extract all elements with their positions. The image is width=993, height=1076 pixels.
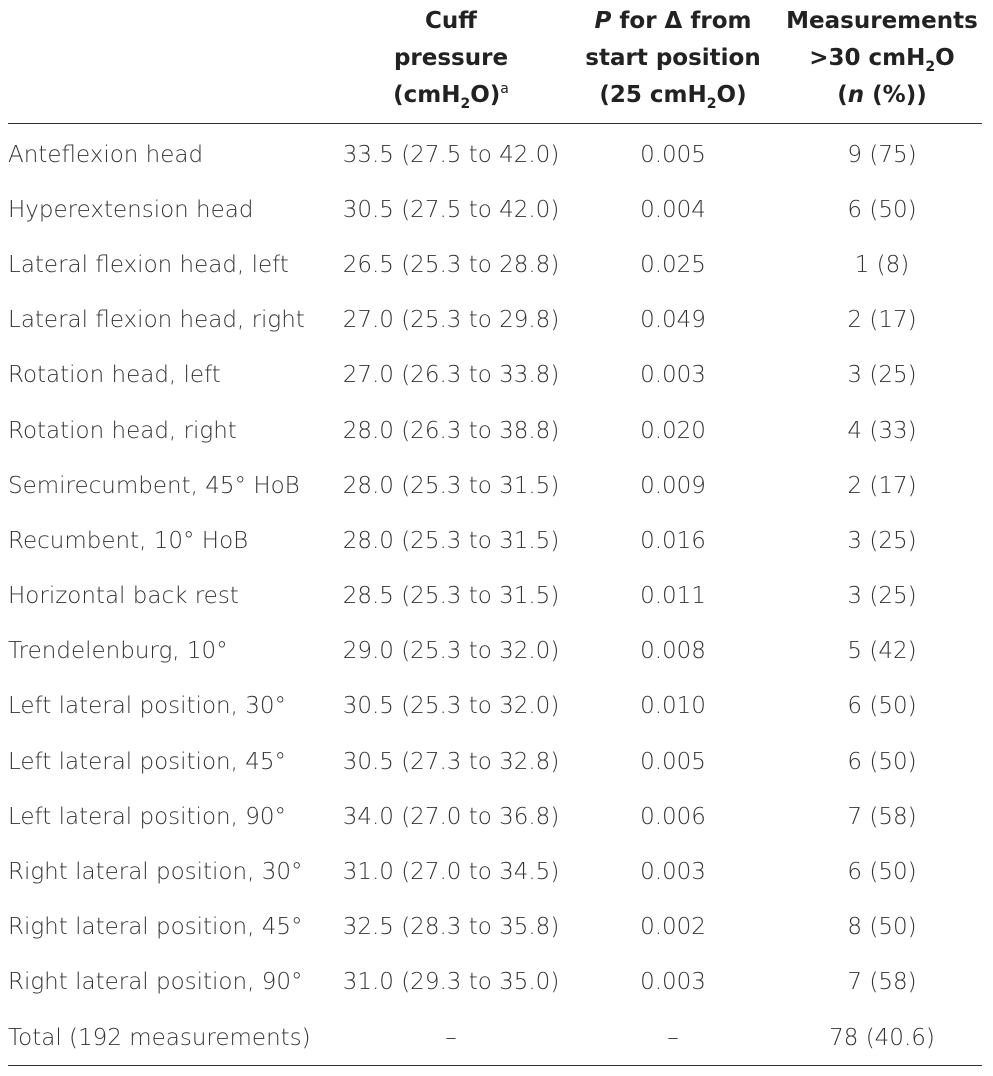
cell-p-value: 0.003 [640,362,706,389]
header-cuff-line3: $(cmH_2O)^a$ [393,81,509,112]
cell-measurements: 7 (58) [847,969,917,996]
row-label: Anteflexion head [8,141,204,168]
cell-p-value: 0.006 [640,803,706,830]
cell-cuff-pressure: 28.5 (25.3 to 31.5) [342,583,560,610]
results-table-container [8,0,982,1066]
cell-cuff-pressure: 30.5 (25.3 to 32.0) [342,693,560,720]
cell-cuff-pressure: 28.0 (26.3 to 38.8) [342,417,560,444]
header-meas-line1: Measurements [786,8,978,34]
cell-p-value: 0.002 [640,914,706,941]
header-p-line3: (25 cmH$_2$O) [599,82,747,112]
row-label: Horizontal back rest [8,583,239,610]
cell-cuff-pressure: 26.5 (25.3 to 28.8) [342,251,560,278]
cell-p-value: 0.003 [640,969,706,996]
table-row [8,403,982,458]
cell-cuff-pressure: 29.0 (25.3 to 32.0) [342,638,560,665]
cell-measurements: 8 (50) [847,914,917,941]
row-label: Left lateral position, 45° [8,748,286,775]
cell-p-value: 0.025 [640,251,706,278]
cell-measurements: 5 (42) [847,638,917,665]
row-label: Recumbent, 10° HoB [8,527,249,554]
header-cuff-pressure [338,0,564,124]
cell-measurements: 7 (58) [847,803,917,830]
row-label: Lateral flexion head, right [8,307,305,334]
cell-p-value: 0.008 [640,638,706,665]
row-label: Left lateral position, 90° [8,803,286,830]
cell-cuff-pressure: 32.5 (28.3 to 35.8) [342,914,560,941]
table-row [8,679,982,734]
row-label: Right lateral position, 45° [8,914,303,941]
cell-measurements: 2 (17) [847,472,917,499]
cell-p-value: 0.005 [640,748,706,775]
cell-cuff-pressure: 31.0 (29.3 to 35.0) [342,969,560,996]
table-body [8,124,982,1066]
cell-cuff-pressure: 30.5 (27.5 to 42.0) [342,196,560,223]
table-row [8,124,982,183]
cell-p-value: 0.003 [640,859,706,886]
cell-p-value: 0.005 [640,141,706,168]
cell-cuff-pressure: 34.0 (27.0 to 36.8) [342,803,560,830]
table-row-total [8,1010,982,1066]
header-position-blank [8,0,338,124]
cell-p-value: 0.016 [640,527,706,554]
header-p-line1: P for Δ from [594,8,752,34]
row-label: Trendelenburg, 10° [8,638,228,665]
cell-measurements: 3 (25) [847,527,917,554]
row-label: Rotation head, left [8,362,221,389]
cell-cuff-pressure: – [338,1010,564,1066]
cell-p-value: 0.011 [640,583,706,610]
cell-cuff-pressure: 28.0 (25.3 to 31.5) [342,527,560,554]
header-meas-line3: (n (%)) [837,82,927,108]
cell-measurements: 9 (75) [847,141,917,168]
cell-measurements: 2 (17) [847,307,917,334]
row-label: Semirecumbent, 45° HoB [8,472,300,499]
footnote-marker-a: a [500,81,509,97]
cell-p-value: 0.020 [640,417,706,444]
header-row [8,0,982,124]
cell-p-value: 0.049 [640,307,706,334]
cell-p-value: 0.009 [640,472,706,499]
header-meas-line2: >30 cmH$_2$O [809,45,955,75]
cell-cuff-pressure: 27.0 (26.3 to 33.8) [342,362,560,389]
cell-p-value: – [564,1010,782,1066]
table-row [8,458,982,513]
table-row [8,789,982,844]
cell-measurements: 6 (50) [847,196,917,223]
cell-measurements: 1 (8) [854,251,910,278]
cell-measurements: 6 (50) [847,748,917,775]
cell-measurements: 6 (50) [847,859,917,886]
header-p-value [564,0,782,124]
cuff-pressure-table [8,0,982,1066]
cell-cuff-pressure: 33.5 (27.5 to 42.0) [342,141,560,168]
row-label: Rotation head, right [8,417,237,444]
cell-cuff-pressure: 27.0 (25.3 to 29.8) [342,307,560,334]
cell-p-value: 0.004 [640,196,706,223]
table-row [8,569,982,624]
cell-measurements: 4 (33) [847,417,917,444]
header-p-line2: start position [585,45,761,71]
cell-measurements: 78 (40.6) [782,1010,982,1066]
row-label: Hyperextension head [8,196,254,223]
table-row [8,182,982,237]
table-row [8,844,982,899]
row-label: Total (192 measurements) [8,1010,338,1066]
cell-measurements: 3 (25) [847,362,917,389]
table-row [8,513,982,568]
table-header [8,0,982,124]
header-cuff-line2: pressure [393,45,509,71]
cell-measurements: 6 (50) [847,693,917,720]
cell-cuff-pressure: 31.0 (27.0 to 34.5) [342,859,560,886]
row-label: Lateral flexion head, left [8,251,289,278]
header-measurements [782,0,982,124]
row-label: Right lateral position, 30° [8,859,303,886]
table-row [8,348,982,403]
table-row [8,293,982,348]
header-cuff-line1: Cuff [425,8,477,34]
cell-cuff-pressure: 28.0 (25.3 to 31.5) [342,472,560,499]
cell-p-value: 0.010 [640,693,706,720]
cell-measurements: 3 (25) [847,583,917,610]
table-row [8,237,982,292]
cell-cuff-pressure: 30.5 (27.3 to 32.8) [342,748,560,775]
row-label: Right lateral position, 90° [8,969,303,996]
table-row [8,900,982,955]
table-row [8,624,982,679]
table-row [8,955,982,1010]
row-label: Left lateral position, 30° [8,693,286,720]
table-row [8,734,982,789]
